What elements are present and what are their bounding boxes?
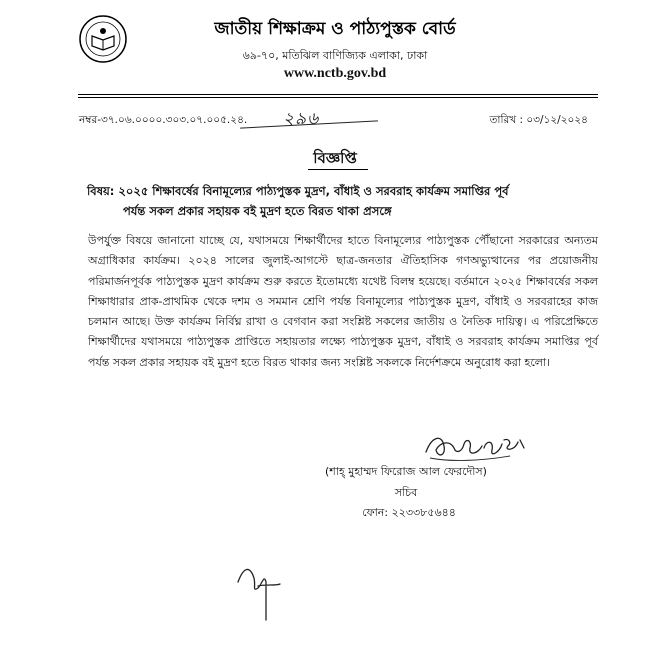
- header-divider: [78, 94, 598, 95]
- notice-body: উপর্যুক্ত বিষয়ে জানানো যাচ্ছে যে, যথাসময়ে শিক্ষার্থীদের হাতে বিনামূল্যের পাঠ্যপুস্তক পৌঁছানো সরকারের অন্যতম অগ্রাধিকার কার্যক্রম। ২০২৪ সালের জুলাই-আগস্টে ছাত্র-জনতার ঐতিহাসিক গণঅভ্যুত্থানের পর প্রয়োজনীয় পরিমার্জনপূর্বক পাঠ্যপুস্তক মুদ্রণ কার্যক্রম শুরু করতে ইতোমধ্যে যথেষ্ট বিলম্ব হয়েছে। বর্তমানে ২০২৫ শিক্ষাবর্ষের সকল শিক্ষাধারার প্রাক-প্রাথমিক থেকে দশম ও সমমান শ্রেণি পর্যন্ত বিনামূল্যের পাঠ্যপুস্তক মুদ্রণ, বাঁধাই ও সরবরাহের কাজ চলমান আছে। উক্ত কার্যক্রম নির্বিঘ্ন রাখা ও বেগবান করা সংশ্লিষ্ট সকলের জাতীয় ও নৈতিক দায়িত্ব। এ পরিপ্রেক্ষিতে শিক্ষার্থীদের যথাসময়ে পাঠ্যপুস্তক প্রাপ্তিতে সহায়তার লক্ষ্যে পাঠ্যপুস্তক মুদ্রণ, বাঁধাই ও সরবরাহ কার্যক্রম সমাপ্তির পূর্ব পর্যন্ত সকল প্রকার সহায়ক বই মুদ্রণ হতে বিরত থাকার জন্য সংশ্লিষ্ট সকলকে নির্দেশক্রমে অনুরোধ করা হলো।: [88, 234, 598, 369]
- memo-date: তারিখ : ০৩/১২/২০২৪: [489, 114, 588, 126]
- notice-subject-line2: পর্যন্ত সকল প্রকার সহায়ক বই মুদ্রণ হতে বিরত থাকা প্রসঙ্গে: [123, 204, 392, 218]
- notice-title-underline: [308, 169, 368, 170]
- notice-subject: [87, 181, 597, 221]
- handwritten-scribble-icon: [236, 562, 282, 624]
- memo-number: নম্বর-৩৭.০৬.০০০০.৩০৩.০৭.০০৫.২৪.: [79, 114, 248, 126]
- signatory-name: (শাহ্ মুহাম্মদ ফিরোজ আল ফেরদৌস): [325, 465, 487, 478]
- memo-handwritten-number: ২৯৬: [283, 109, 320, 129]
- signatory-designation: সচিব: [394, 486, 418, 499]
- header-title: জাতীয় শিক্ষাক্রম ও পাঠ্যপুস্তক বোর্ড: [214, 19, 456, 39]
- header-divider-thin: [78, 97, 598, 98]
- header-address: ৬৯-৭০, মতিঝিল বাণিজ্যিক এলাকা, ঢাকা: [242, 49, 428, 62]
- notice-subject-line1: বিষয়: ২০২৫ শিক্ষাবর্ষের বিনামূল্যের পাঠ্যপুস্তক মুদ্রণ, বাঁধাই ও সরবরাহ কার্যক্রম সমাপ্তির পূর্ব: [87, 184, 509, 198]
- signatory-phone: ফোন: ২২৩৩৮৫৬৪৪: [362, 506, 456, 519]
- signature-icon: [420, 428, 530, 466]
- notice-title: বিজ্ঞপ্তি: [313, 149, 357, 167]
- header-website[interactable]: www.nctb.gov.bd: [283, 66, 387, 81]
